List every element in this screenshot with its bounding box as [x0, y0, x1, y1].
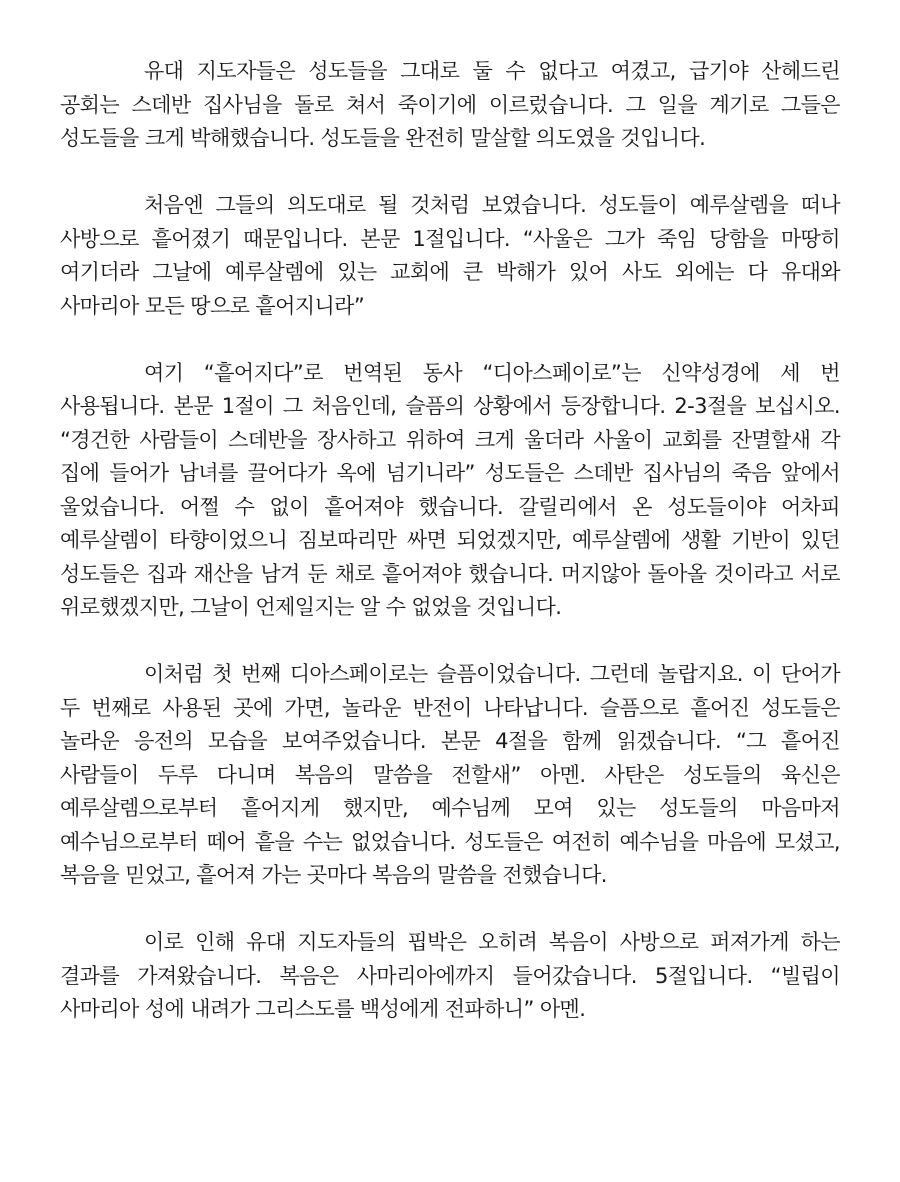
paragraph-5: 이로 인해 유대 지도자들의 핍박은 오히려 복음이 사방으로 퍼져가게 하는 결과를 가져왔습니다. 복음은 사마리아에까지 들어갔습니다. 5절입니다. “빌립이 사마리아 성에 내려가 그리스도를 백성에게 전파하니” 아멘.: [60, 930, 840, 1021]
document-page: [60, 55, 840, 1027]
paragraph-4: 이처럼 첫 번째 디아스페이로는 슬픔이었습니다. 그런데 놀랍지요. 이 단어가 두 번째로 사용된 곳에 가면, 놀라운 반전이 나타납니다. 슬픔으로 흩어진 성도들은 놀라운 응전의 모습을 보여주었습니다. 본문 4절을 함께 읽겠습니다. “그 흩어진 사람들이 두루 다니며 복음의 말씀을 전할새” 아멘. 사탄은 성도들의 육신은 예루살렘으로부터 흩어지게 했지만, 예수님께 모여 있는 성도들의 마음마저 예수님으로부터 떼어 흩을 수는 없었습니다. 성도들은 여전히 예수님을 마음에 모셨고, 복음을 믿었고, 흩어져 가는 곳마다 복음의 말씀을 전했습니다.: [60, 662, 840, 887]
paragraph-1: 유대 지도자들은 성도들을 그대로 둘 수 없다고 여겼고, 급기야 산헤드린 공회는 스데반 집사님을 돌로 쳐서 죽이기에 이르렀습니다. 그 일을 계기로 그들은 성도들을 크게 박해했습니다. 성도들을 완전히 말살할 의도였을 것입니다.: [60, 59, 840, 150]
paragraph-2: 처음엔 그들의 의도대로 될 것처럼 보였습니다. 성도들이 예루살렘을 떠나 사방으로 흩어졌기 때문입니다. 본문 1절입니다. “사울은 그가 죽임 당함을 마땅히 여기더라 그날에 예루살렘에 있는 교회에 큰 박해가 있어 사도 외에는 다 유대와 사마리아 모든 땅으로 흩어지니라”: [60, 193, 840, 318]
paragraph-3: 여기 “흩어지다”로 번역된 동사 “디아스페이로”는 신약성경에 세 번 사용됩니다. 본문 1절이 그 처음인데, 슬픔의 상황에서 등장합니다. 2-3절을 보십시오. “경건한 사람들이 스데반을 장사하고 위하여 크게 울더라 사울이 교회를 잔멸할새 각 집에 들어가 남녀를 끌어다가 옥에 넘기니라” 성도들은 스데반 집사님의 죽음 앞에서 울었습니다. 어쩔 수 없이 흩어져야 했습니다. 갈릴리에서 온 성도들이야 어차피 예루살렘이 타향이었으니 짐보따리만 싸면 되었겠지만, 예루살렘에 생활 기반이 있던 성도들은 집과 재산을 남겨 둔 채로 흩어져야 했습니다. 머지않아 돌아올 것이라고 서로 위로했겠지만, 그날이 언제일지는 알 수 없었을 것입니다.: [60, 360, 840, 619]
